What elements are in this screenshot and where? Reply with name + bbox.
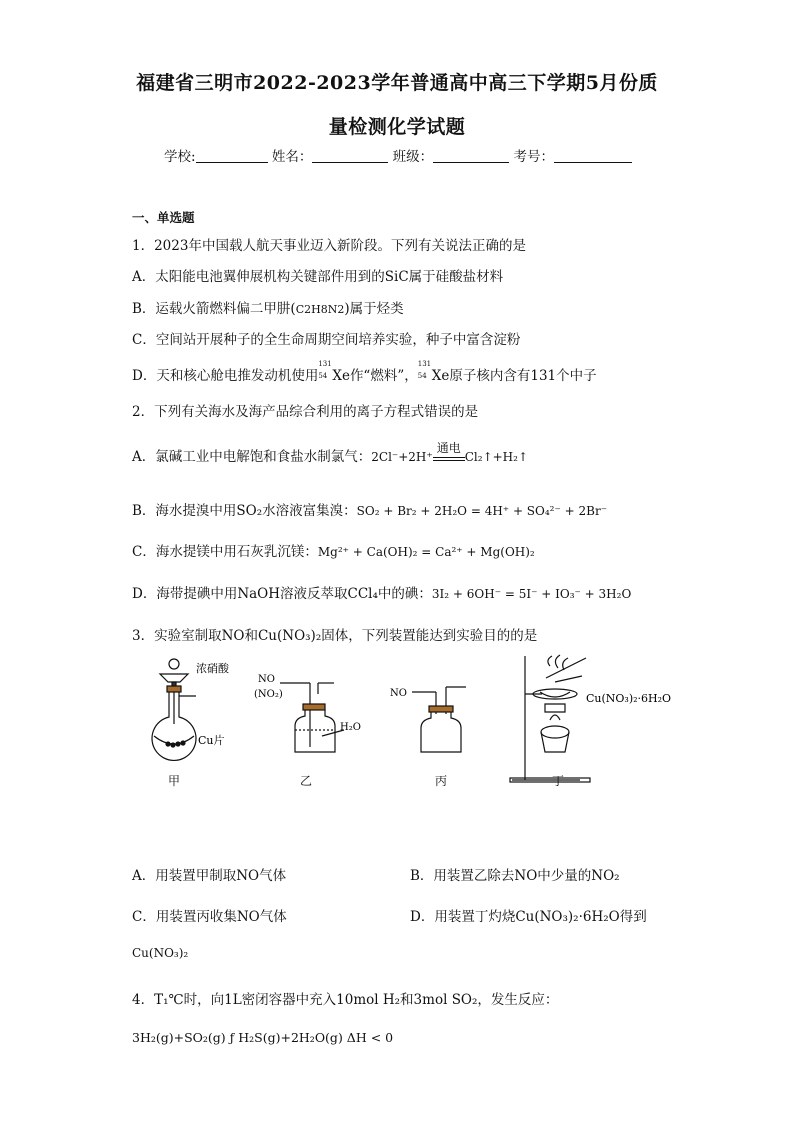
- q1-d-pre: D．天和核心舱电推发动机使用: [132, 368, 319, 384]
- apparatus-figure: [150, 652, 680, 787]
- q2-b-pre: B．海水提溴中用SO₂水溶液富集溴：: [132, 503, 357, 519]
- label-no-yi: NO: [258, 674, 275, 685]
- number-label: 考号：: [513, 149, 554, 165]
- q1-b-formula: C2H8N2: [295, 303, 345, 316]
- q3-option-c: C．用装置丙收集NO气体: [132, 909, 287, 925]
- class-blank: [433, 148, 509, 163]
- q3-option-b: B．用装置乙除去NO中少量的NO₂: [410, 868, 620, 884]
- q3-option-d-cont: Cu(NO₃)₂: [132, 946, 189, 960]
- q2-stem: 2．下列有关海水及海产品综合利用的离子方程式错误的是: [132, 404, 479, 420]
- caption-jia: 甲: [168, 774, 181, 788]
- label-salt: Cu(NO₃)₂·6H₂O: [586, 692, 672, 705]
- apparatus-bing: [412, 687, 466, 752]
- label-no-bing: NO: [390, 688, 407, 699]
- isotope-symbol: Xe: [332, 368, 350, 384]
- electrolysis-condition: 通电: [436, 441, 461, 455]
- q3-option-a: A．用装置甲制取NO气体: [132, 868, 287, 884]
- label-acid: 浓硝酸: [196, 662, 229, 675]
- apparatus-ding: [510, 655, 590, 782]
- q2-c-pre: C．海水提镁中用石灰乳沉镁：: [132, 544, 318, 560]
- caption-yi: 乙: [300, 774, 313, 788]
- caption-ding: 丁: [552, 774, 565, 788]
- label-h2o: H₂O: [340, 722, 361, 733]
- q1-option-b: [132, 297, 404, 317]
- exam-title-line1: 福建省三明市2022-2023学年普通高中高三下学期5月份质: [136, 72, 658, 94]
- label-no2: (NO₂): [254, 689, 283, 700]
- q2-a-pre: A．氯碱工业中电解饱和食盐水制氯气：: [132, 449, 372, 465]
- q4-equation: 3H₂(g)+SO₂(g) ƒ H₂S(g)+2H₂O(g) ΔH < 0: [132, 1030, 394, 1045]
- q2-option-b: [132, 499, 607, 519]
- q1-b-post: )属于烃类: [344, 301, 404, 317]
- isotope-mass-number-2: 131: [417, 360, 432, 368]
- q2-c-eq: Mg²⁺ + Ca(OH)₂ = Ca²⁺ + Mg(OH)₂: [317, 545, 535, 559]
- q1-option-d: [132, 360, 597, 384]
- q2-d-eq: 3I₂ + 6OH⁻ = 5I⁻ + IO₃⁻ + 3H₂O: [431, 587, 632, 601]
- caption-bing: 丙: [435, 774, 448, 788]
- q1-option-a: A．太阳能电池翼伸展机构关键部件用到的SiC属于硅酸盐材料: [132, 269, 504, 285]
- label-cu: Cu片: [198, 734, 225, 747]
- q3-stem: 3．实验室制取NO和Cu(NO₃)₂固体，下列装置能达到实验目的的是: [132, 628, 538, 644]
- class-label: 班级：: [392, 149, 434, 165]
- school-label: 学校:: [164, 149, 196, 165]
- q4-stem: 4．T₁℃时，向1L密闭容器中充入10mol H₂和3mol SO₂，发生反应：: [132, 992, 559, 1008]
- q2-d-pre: D．海带提碘中用NaOH溶液反萃取CCl₄中的碘：: [132, 586, 432, 602]
- school-blank: [196, 148, 268, 163]
- q1-d-mid: 作“燃料”，: [349, 368, 418, 384]
- q2-option-d: [132, 582, 631, 602]
- name-blank: [312, 148, 388, 163]
- student-info-row: [164, 145, 632, 165]
- apparatus-jia: [152, 659, 196, 760]
- q1-stem: 1．2023年中国载人航天事业迈入新阶段。下列有关说法正确的是: [132, 238, 526, 254]
- q1-b-pre: B．运载火箭燃料偏二甲肼(: [132, 301, 296, 317]
- name-label: 姓名：: [271, 149, 313, 165]
- q2-a-eq2: Cl₂↑+H₂↑: [464, 450, 529, 464]
- isotope-atomic-number: 54: [318, 372, 328, 380]
- apparatus-yi: [280, 683, 344, 752]
- section-heading: 一、单选题: [132, 210, 195, 225]
- isotope-mass-number: 131: [318, 360, 332, 368]
- number-blank: [554, 148, 632, 163]
- q1-option-c: C．空间站开展种子的全生命周期空间培养实验，种子中富含淀粉: [132, 332, 521, 348]
- q2-option-c: [132, 540, 535, 560]
- isotope-atomic-number-2: 54: [417, 372, 427, 380]
- q1-d-post: 原子核内含有131个中子: [449, 368, 597, 384]
- exam-title-line2: 量检测化学试题: [328, 116, 466, 138]
- q2-option-a: [132, 441, 529, 465]
- q2-b-eq: SO₂ + Br₂ + 2H₂O = 4H⁺ + SO₄²⁻ + 2Br⁻: [356, 504, 608, 518]
- isotope-symbol-2: Xe: [431, 368, 450, 384]
- q3-option-d: D．用装置丁灼烧Cu(NO₃)₂·6H₂O得到: [410, 909, 647, 925]
- q2-a-eq: 2Cl⁻+2H⁺: [371, 450, 433, 464]
